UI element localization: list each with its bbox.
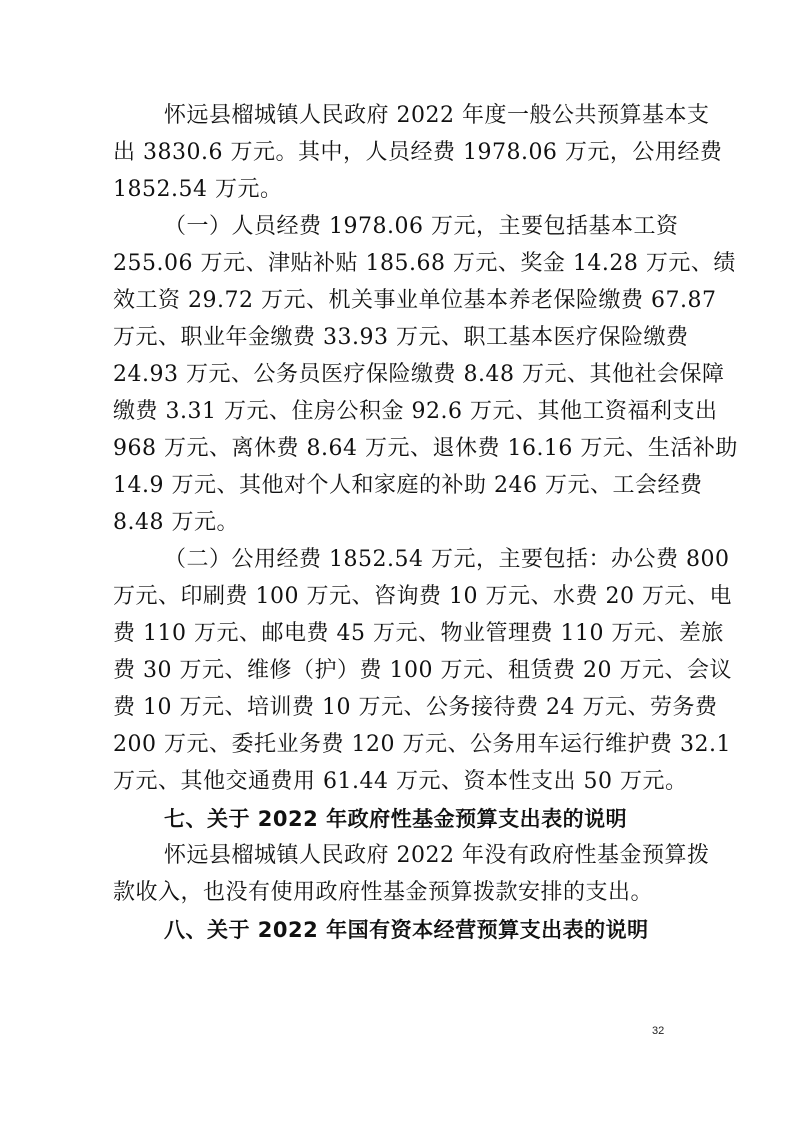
section-heading: 八、关于 2022 年国有资本经营预算支出表的说明 — [164, 918, 649, 942]
paragraph-line: （二）公用经费 1852.54 万元，主要包括：办公费 800 — [164, 547, 730, 572]
paragraph-line: 万元、职业年金缴费 33.93 万元、职工基本医疗保险缴费 — [113, 325, 689, 350]
paragraph-line: （一）人员经费 1978.06 万元，主要包括基本工资 — [164, 214, 679, 239]
page-number: 32 — [652, 1025, 665, 1037]
section-heading: 七、关于 2022 年政府性基金预算支出表的说明 — [164, 807, 628, 831]
paragraph-line: 款收入，也没有使用政府性基金预算拨款安排的支出。 — [113, 880, 654, 905]
paragraph-line: 怀远县榴城镇人民政府 2022 年没有政府性基金预算拨 — [164, 843, 710, 868]
paragraph-line: 效工资 29.72 万元、机关事业单位基本养老保险缴费 67.87 — [113, 288, 717, 313]
paragraph-line: 万元、印刷费 100 万元、咨询费 10 万元、水费 20 万元、电 — [113, 584, 732, 609]
paragraph-line: 出 3830.6 万元。其中，人员经费 1978.06 万元，公用经费 — [113, 140, 723, 165]
paragraph-line: 怀远县榴城镇人民政府 2022 年度一般公共预算基本支 — [164, 103, 710, 128]
paragraph-line: 缴费 3.31 万元、住房公积金 92.6 万元、其他工资福利支出 — [113, 399, 718, 424]
paragraph-line: 968 万元、离休费 8.64 万元、退休费 16.16 万元、生活补助 — [113, 436, 738, 461]
paragraph-line: 1852.54 万元。 — [113, 177, 283, 202]
paragraph-line: 费 110 万元、邮电费 45 万元、物业管理费 110 万元、差旅 — [113, 621, 724, 646]
paragraph-line: 费 30 万元、维修（护）费 100 万元、租赁费 20 万元、会议 — [113, 658, 732, 683]
paragraph-line: 24.93 万元、公务员医疗保险缴费 8.48 万元、其他社会保障 — [113, 362, 725, 387]
paragraph-line: 费 10 万元、培训费 10 万元、公务接待费 24 万元、劳务费 — [113, 695, 718, 720]
paragraph-line: 200 万元、委托业务费 120 万元、公务用车运行维护费 32.1 — [113, 732, 731, 757]
paragraph-line: 255.06 万元、津贴补贴 185.68 万元、奖金 14.28 万元、绩 — [113, 251, 736, 276]
paragraph-line: 8.48 万元。 — [113, 510, 239, 535]
paragraph-line: 万元、其他交通费用 61.44 万元、资本性支出 50 万元。 — [113, 769, 688, 794]
paragraph-line: 14.9 万元、其他对个人和家庭的补助 246 万元、工会经费 — [113, 473, 703, 498]
